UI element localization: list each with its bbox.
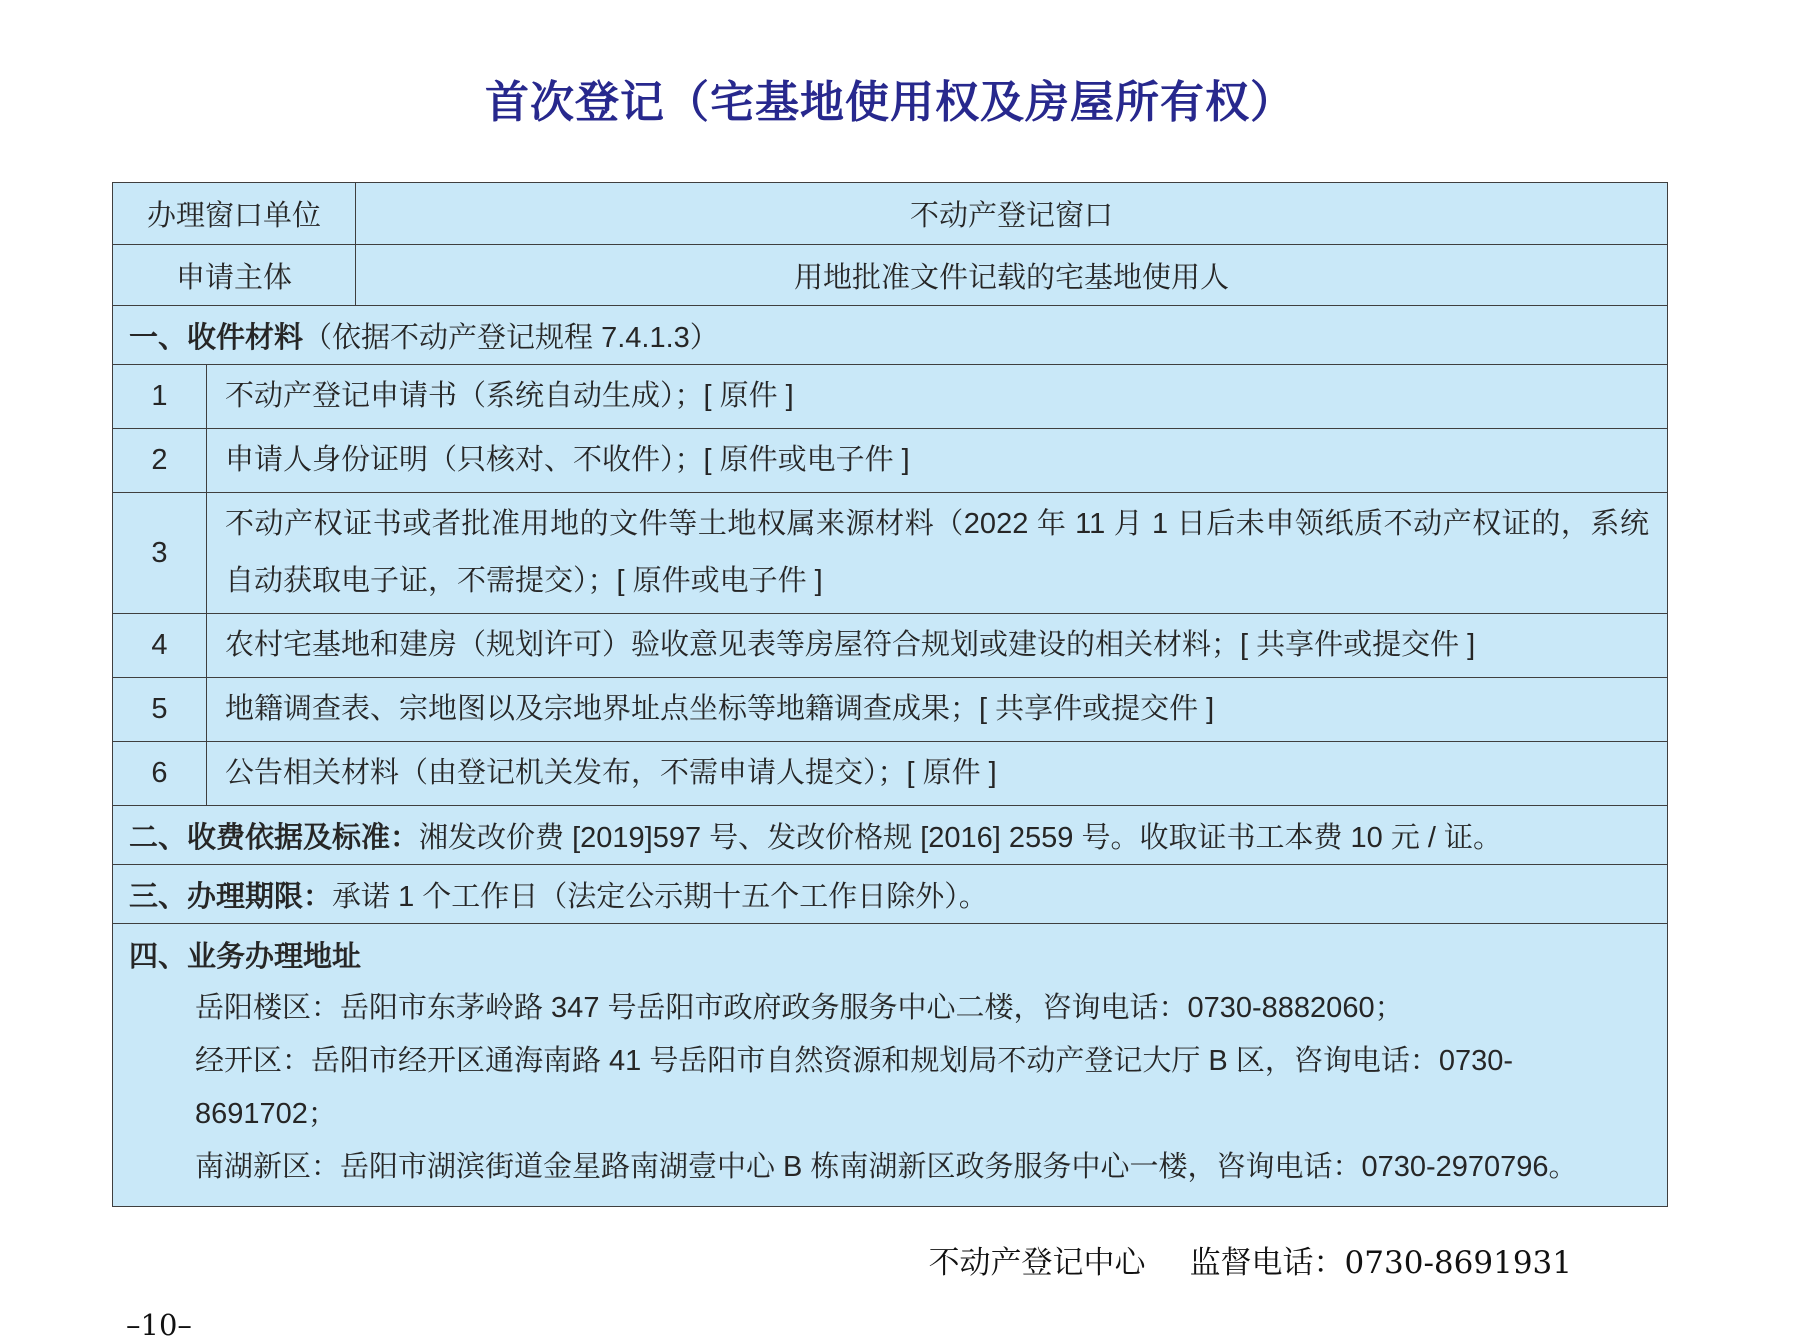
material-number: 2 bbox=[113, 429, 207, 492]
table-row-material-2 bbox=[113, 428, 1667, 492]
row-value: 不动产登记窗口 bbox=[909, 200, 1113, 232]
material-text-cell bbox=[207, 678, 1667, 741]
material-number: 4 bbox=[113, 614, 207, 677]
table-row-material-5 bbox=[113, 677, 1667, 741]
table-row-window-unit bbox=[113, 183, 1667, 244]
material-text-cell bbox=[207, 493, 1667, 613]
page-number: –10– bbox=[126, 1308, 192, 1342]
material-number: 6 bbox=[113, 742, 207, 805]
section-four-addresses bbox=[113, 923, 1667, 1206]
material-text-cell bbox=[207, 365, 1667, 428]
row-label: 申请主体 bbox=[113, 245, 356, 305]
material-text: 不动产登记申请书（系统自动生成）；[ 原件 ] bbox=[225, 380, 794, 412]
table-row-applicant bbox=[113, 244, 1667, 305]
address-line-yueyanglou: 岳阳楼区：岳阳市东茅岭路 347 号岳阳市政府政务服务中心二楼，咨询电话：0730-8882060； bbox=[195, 992, 1404, 1024]
material-text-cell bbox=[207, 429, 1667, 492]
material-number: 5 bbox=[113, 678, 207, 741]
footer-signature bbox=[112, 1237, 1668, 1282]
section-two-fees bbox=[113, 805, 1667, 864]
section-title: 三、办理期限： bbox=[129, 880, 333, 913]
registration-table bbox=[112, 182, 1668, 1207]
table-row-material-6 bbox=[113, 741, 1667, 805]
material-number: 1 bbox=[113, 365, 207, 428]
material-number: 3 bbox=[113, 493, 207, 613]
material-text: 农村宅基地和建房（规划许可）验收意见表等房屋符合规划或建设的相关材料；[ 共享件或提交件 ] bbox=[225, 629, 1476, 661]
material-text: 公告相关材料（由登记机关发布，不需申请人提交）；[ 原件 ] bbox=[225, 757, 997, 789]
table-row-material-1 bbox=[113, 364, 1667, 428]
section-title: 二、收费依据及标准： bbox=[129, 821, 420, 854]
section-title: 一、收件材料 bbox=[129, 321, 304, 354]
material-text: 地籍调查表、宗地图以及宗地界址点坐标等地籍调查成果；[ 共享件或提交件 ] bbox=[225, 693, 1215, 725]
row-label: 办理窗口单位 bbox=[113, 183, 356, 244]
section-text: 承诺 1 个工作日（法定公示期十五个工作日除外）。 bbox=[332, 880, 988, 913]
section-three-deadline bbox=[113, 864, 1667, 923]
section-one-header bbox=[113, 305, 1667, 364]
row-value: 用地批准文件记载的宅基地使用人 bbox=[793, 261, 1229, 294]
document-page bbox=[112, 0, 1668, 1342]
page-title: 首次登记（宅基地使用权及房屋所有权） bbox=[485, 78, 1295, 127]
footer-supervision-phone: 监督电话：0730-8691931 bbox=[1189, 1245, 1572, 1281]
footer-center-name: 不动产登记中心 bbox=[928, 1245, 1146, 1281]
table-row-material-4 bbox=[113, 613, 1667, 677]
table-row-material-3 bbox=[113, 492, 1667, 613]
material-text-cell bbox=[207, 614, 1667, 677]
section-subtitle: （依据不动产登记规程 7.4.1.3） bbox=[303, 321, 719, 354]
address-line-nanhu: 南湖新区：岳阳市湖滨街道金星路南湖壹中心 B 栋南湖新区政务服务中心一楼，咨询电话：0730-2970796。 bbox=[195, 1151, 1578, 1183]
section-text: 湘发改价费 [2019]597 号、发改价格规 [2016] 2559 号。收取证书工本费 10 元 / 证。 bbox=[419, 821, 1502, 854]
material-text-cell bbox=[207, 742, 1667, 805]
material-text: 不动产权证书或者批准用地的文件等土地权属来源材料（2022 年 11 月 1 日后未申领纸质不动产权证的，系统自动获取电子证，不需提交）；[ 原件或电子件 ] bbox=[225, 508, 1649, 597]
address-line-jingkaiqu: 经开区：岳阳市经开区通海南路 41 号岳阳市自然资源和规划局不动产登记大厅 B 区，咨询电话：0730-8691702； bbox=[195, 1045, 1514, 1130]
section-title: 四、业务办理地址 bbox=[129, 941, 362, 973]
material-text: 申请人身份证明（只核对、不收件）；[ 原件或电子件 ] bbox=[225, 444, 910, 476]
